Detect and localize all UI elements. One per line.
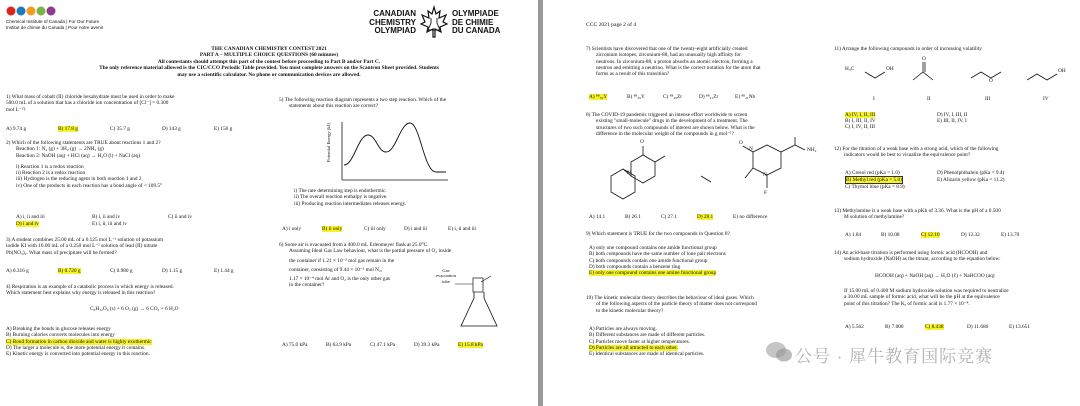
q6-line-2: Assuming Ideal Gas Law behaviour, what is the partial pressure of O₂ inside bbox=[289, 248, 452, 255]
q8-label-n2: N bbox=[749, 146, 753, 152]
q10-option-d[interactable]: D) Particles are all attracted to each other. bbox=[589, 344, 678, 351]
q5-statement-iii: iii) Producing reaction intermediates releases energy. bbox=[294, 200, 407, 207]
q4-option-a[interactable]: A) Breaking the bonds in glucose releases energy bbox=[6, 326, 111, 332]
q6-line-3: the container if 1.21 × 10⁻² mol gas remain in the bbox=[289, 257, 395, 264]
q5-option-e[interactable]: E) i, ii and iii bbox=[448, 226, 477, 232]
q14-line-4: a 30.00 mL sample of formic acid, what will be the pH at the equivalence bbox=[844, 294, 1000, 301]
q6-option-e[interactable]: E) 15.8 kPa bbox=[458, 342, 483, 348]
q3-line-3: Pb(NO₃)₂. What mass of precipitate will be formed? bbox=[6, 249, 117, 256]
q1-option-d[interactable]: D) 143 g bbox=[162, 126, 181, 132]
q13-option-d[interactable]: D) 12.32 bbox=[961, 232, 980, 238]
question-6 bbox=[279, 242, 451, 289]
q13-option-b[interactable]: B) 10.08 bbox=[881, 232, 900, 238]
q2-reaction-2: Reaction 2: NaOH (aq) + HCl (aq) → H₂O (l) + NaCl (aq) bbox=[16, 152, 141, 159]
q14-line-3: If 15.00 mL of 0.400 M sodium hydroxide solution was required to neutralize bbox=[844, 288, 1009, 294]
cic-logo-icon bbox=[6, 5, 66, 17]
q12-line-2: indicators would be best to visualize the equivalence point? bbox=[844, 152, 971, 159]
q3-line-2: iodide KI with 10.00 mL of a 0.250 mol L⁻¹ solution of lead (II) nitrate bbox=[6, 243, 158, 250]
instruction-3: may use a scientific calculator. No phone or communication devices are allowed. bbox=[177, 71, 361, 78]
maple-leaf-icon bbox=[420, 6, 448, 38]
q6-line-4: container, consisting of 9.44 × 10⁻³ mol N₂, bbox=[289, 266, 383, 273]
q5-option-b[interactable]: B) ii only bbox=[322, 226, 343, 232]
q13-line-2: M solution of methylamine? bbox=[844, 214, 905, 221]
question-7 bbox=[586, 46, 761, 77]
flask-label-2: evacuation bbox=[436, 273, 456, 279]
q11-option-b[interactable]: B) I, III, II, IV bbox=[845, 118, 876, 124]
q2-statement-iv: iv) One of the products in each reaction has a bond angle of < 109.5° bbox=[16, 182, 163, 189]
q2-statement-iii: iii) Hydrogen is the reducing agent in both reaction 1 and 2 bbox=[16, 176, 142, 183]
q2-option-a[interactable]: A) i, ii and iii bbox=[16, 214, 45, 220]
q4-option-d[interactable]: D) The larger a molecule is, the more potential energy it contains. bbox=[6, 344, 146, 351]
q1-option-a[interactable]: A) 9.74 g bbox=[6, 126, 27, 132]
q5-line-2: statements about this reaction are correct? bbox=[289, 103, 378, 110]
q6-option-c[interactable]: C) 47.1 kPa bbox=[370, 342, 396, 348]
q8-line-3: structures of two such compounds of interest are shown below. What is the bbox=[596, 124, 755, 131]
q2-option-c[interactable]: C) ii and iv bbox=[168, 214, 192, 220]
q4-line-2: Which statement best explains why energy is released in this reaction? bbox=[6, 290, 156, 297]
q14-line-2: sodium hydroxide (NaOH) as the titrant, according to the equation below: bbox=[844, 256, 1001, 263]
question-14 bbox=[834, 250, 1001, 263]
q8-option-c[interactable]: C) 27.1 bbox=[661, 214, 677, 220]
q5-energy-diagram bbox=[340, 120, 450, 182]
contest-title-block bbox=[0, 46, 538, 78]
q7-option-c[interactable]: C) ⁸⁸₄₀Zr bbox=[663, 94, 683, 100]
q4-option-c[interactable]: C) Bond formation in carbon dioxide and water is highly exothermic bbox=[6, 338, 152, 345]
q8-label-o2: O bbox=[739, 140, 743, 146]
olympiad-fr bbox=[452, 10, 500, 36]
q7-option-a[interactable]: A) ⁸⁸₃₉Y bbox=[589, 94, 608, 100]
q12-option-e[interactable]: E) Alizarin yellow (pKa = 11.2) bbox=[937, 177, 1005, 183]
q12-line-1: 12) For the titration of a weak base with a strong acid, which of the following bbox=[834, 146, 999, 152]
q5-option-c[interactable]: C) iii only bbox=[364, 226, 386, 232]
q10-option-c[interactable]: C) Particles move faster at higher temperatures. bbox=[589, 338, 691, 345]
q1-line-1: 1) What mass of cobalt (II) chloride hexahydrate must be used in order to make bbox=[6, 94, 175, 100]
q9-options bbox=[589, 245, 726, 276]
q11-molecules-svg bbox=[843, 58, 1073, 108]
q3-option-d[interactable]: D) 1.15 g bbox=[162, 268, 183, 274]
q7-line-2: zirconium isotopes, zirconium-88, had an unusually high affinity for bbox=[596, 52, 741, 59]
q8-label-nh2: NH₂ bbox=[807, 147, 817, 153]
q10-line-3: to the kinetic molecular theory? bbox=[596, 307, 664, 314]
q6-line-6: in the container? bbox=[289, 282, 325, 289]
q13-option-c[interactable]: C) 12.16 bbox=[921, 232, 940, 238]
q14-option-b[interactable]: B) 7.000 bbox=[885, 324, 904, 330]
q1-option-b[interactable]: B) 17.8 g bbox=[58, 126, 78, 132]
q8-label-f: F bbox=[764, 190, 767, 196]
q4-line-1: 4) Respiration is an example of a catabolic process in which energy is released. bbox=[6, 284, 174, 290]
page-2-header: CCC 2021 page 2 of 4 bbox=[586, 22, 637, 28]
q11-numeral-iv: IV bbox=[1043, 96, 1049, 102]
q5-option-a[interactable]: A) i only bbox=[282, 226, 302, 232]
q1-line-2: 500.0 mL of a solution that has a chloride ion concentration of [Cl⁻] = 0.300 bbox=[6, 100, 169, 107]
q10-option-a[interactable]: A) Particles are always moving. bbox=[589, 326, 657, 332]
cic-line-en: Chemical Institute of Canada | For Our Future bbox=[6, 19, 100, 24]
q13-option-a[interactable]: A) 1.84 bbox=[845, 232, 862, 238]
q8-label-n1: N bbox=[627, 170, 631, 176]
q12-option-a[interactable]: A) Cresol red (pKa = 1.0) bbox=[845, 170, 900, 176]
q7-line-3: neutrons. In zirconium-88, a proton absorbs an atomic electron, forming a bbox=[596, 58, 753, 65]
q8-line-1: 8) The COVID-19 pandemic triggered an intense effort worldwide to screen bbox=[586, 112, 748, 118]
q2-option-d[interactable]: D) i and iv bbox=[16, 221, 39, 227]
maple-flask-logo bbox=[420, 6, 448, 38]
q4-option-b[interactable]: B) Burning calories converts molecules into energy bbox=[6, 332, 116, 339]
q1-option-e[interactable]: E) 150 g bbox=[214, 126, 233, 132]
q10-option-e[interactable]: E) Identical substances are made of identical particles. bbox=[589, 351, 705, 358]
q14-option-c[interactable]: C) 8.438 bbox=[925, 324, 944, 330]
olympiad-fr-2: DE CHIMIE bbox=[452, 17, 494, 27]
page-1 bbox=[0, 0, 538, 406]
olympiad-en-2: CHEMISTRY bbox=[369, 17, 416, 27]
q2-line-1: 2) Which of the following statements are TRUE about reactions 1 and 2? bbox=[6, 140, 161, 146]
q8-structures bbox=[603, 140, 833, 212]
cic-line-fr: Institut de chimie du Canada | Pour notre avenir bbox=[6, 25, 104, 30]
q11-numeral-iii: III bbox=[985, 96, 991, 102]
q6-option-d[interactable]: D) 39.3 kPa bbox=[414, 342, 440, 348]
q9-option-c[interactable]: C) both compounds contain one amide functional group bbox=[589, 257, 708, 264]
q12-option-b[interactable]: B) Methyl red (pKa = 5.0) bbox=[846, 177, 902, 183]
q5-statements bbox=[294, 188, 406, 207]
q9-option-e[interactable]: E) only one compound contains one amine functional group bbox=[589, 270, 717, 277]
q8-option-b[interactable]: B) 26.1 bbox=[625, 214, 641, 220]
q2-option-e[interactable]: E) i, ii, iii and iv bbox=[92, 221, 127, 227]
q3-option-c[interactable]: C) 0.980 g bbox=[110, 268, 133, 274]
q8-line-4: difference in the molecular weight of the compounds in g mol⁻¹? bbox=[596, 130, 734, 137]
q11-option-d[interactable]: D) IV, I, III, II bbox=[937, 112, 968, 118]
q13-line-1: 13) Methylamine is a weak base with a pKb of 3.36. What is the pH of a 0.500 bbox=[834, 208, 1001, 214]
q9-option-d[interactable]: D) both compounds contain a benzene ring bbox=[589, 263, 681, 270]
q8-option-e[interactable]: E) no difference bbox=[733, 214, 768, 220]
q11-option-e[interactable]: E) III, II, IV, I bbox=[937, 118, 967, 124]
q12-option-c[interactable]: C) Thymol blue (pKa = 8.9) bbox=[845, 184, 905, 190]
q4-option-e[interactable]: E) Kinetic energy is converted into potential energy in this reaction. bbox=[6, 351, 150, 358]
q4-equation: C₆H₁₂O₆ (s) + 6 O₂ (g) → 6 CO₂ + 6 H₂O bbox=[90, 306, 179, 312]
q2-option-b[interactable]: B) i, ii and iv bbox=[92, 214, 121, 220]
q14-line-1: 14) An acid-base titration is performed using formic acid (HCOOH) and bbox=[834, 250, 988, 256]
question-11: 11) Arrange the following compounds in order of increasing volatility bbox=[834, 46, 982, 52]
q5-option-d[interactable]: D) i and iii bbox=[404, 226, 428, 232]
q7-option-b[interactable]: B) ⁸⁸₃₉Y bbox=[627, 94, 645, 100]
q5-statement-i: i) The rate determining step is endothermic. bbox=[294, 188, 387, 194]
q5-statement-ii: ii) The overall reaction enthalpy is negative. bbox=[294, 194, 388, 201]
q2-statement-ii: ii) Reaction 2 is a redox reaction bbox=[16, 170, 86, 177]
q11-label-h3c: H₃C bbox=[845, 66, 855, 72]
q11-molecules bbox=[843, 58, 1073, 108]
q8-label-o1: O bbox=[640, 139, 644, 145]
q6-flask-label bbox=[436, 268, 456, 284]
page-2 bbox=[543, 0, 1080, 406]
wechat-icon bbox=[765, 338, 793, 366]
q11-numeral-ii: II bbox=[927, 96, 931, 102]
q8-label-n3: N bbox=[763, 172, 767, 178]
q3-option-b[interactable]: B) 0.720 g bbox=[58, 268, 81, 274]
q14-option-a[interactable]: A) 5.562 bbox=[845, 324, 864, 330]
q4-options bbox=[6, 326, 152, 357]
q5-ylabel: Potential Energy (kJ) bbox=[326, 123, 331, 162]
watermark-text: 公号 · 犀牛教育国际竞赛 bbox=[795, 347, 994, 366]
q9-option-a[interactable]: A) only one compound contains one amide functional group bbox=[589, 245, 717, 251]
q11-label-oh1: OH bbox=[886, 66, 894, 72]
olympiad-fr-1: OLYMPIADE bbox=[452, 9, 499, 18]
q12-option-d[interactable]: D) Phenolphthalein (pKa = 9.4) bbox=[937, 170, 1005, 176]
question-4 bbox=[6, 284, 174, 297]
olympiad-en-3: OLYMPIAD bbox=[374, 26, 416, 35]
q11-numeral-i: I bbox=[873, 96, 875, 102]
q8-option-a[interactable]: A) 14.1 bbox=[589, 214, 606, 220]
q6-flask bbox=[455, 272, 503, 330]
instruction-1: All contestants should attempt this part of the contest before proceeding to Part B and/or Part C. bbox=[157, 58, 381, 65]
q10-line-1: 10) The kinetic molecular theory describes the behaviour of ideal gases. Which bbox=[586, 295, 754, 301]
q10-option-b[interactable]: B) Different substances are made of different particles. bbox=[589, 332, 706, 339]
question-8 bbox=[586, 112, 755, 137]
q6-option-a[interactable]: A) 75.0 kPa bbox=[282, 342, 308, 348]
instruction-2: The only reference material allowed is the CIC/CCO Periodic Table provided. You must complete answers on the Scantron Sheet provided. Students bbox=[99, 65, 439, 72]
q3-option-a[interactable]: A) 0.316 g bbox=[6, 268, 29, 274]
q10-options bbox=[589, 326, 705, 357]
q11-option-c[interactable]: C) I, IV, II, III bbox=[845, 124, 876, 130]
question-10 bbox=[586, 295, 757, 314]
q13-option-e[interactable]: E) 13.70 bbox=[1001, 232, 1020, 238]
olympiad-fr-3: DU CANADA bbox=[452, 26, 501, 35]
question-2 bbox=[6, 140, 162, 189]
q14-option-d[interactable]: D) 11.686 bbox=[967, 324, 989, 330]
q11-label-o1: O bbox=[922, 56, 926, 62]
question-9: 9) Which statement is TRUE for the two compounds in Question 8? bbox=[586, 231, 730, 237]
question-13 bbox=[834, 208, 1001, 221]
q11-label-oh2: OH bbox=[1058, 68, 1066, 74]
q6-line-1: 6) Some air is evacuated from a 400.0 mL Erlenmeyer flask at 25.0°C. bbox=[279, 242, 429, 248]
q8-line-2: existing "small-molecule" drugs in the development of a treatment. The bbox=[596, 118, 748, 125]
question-5 bbox=[279, 97, 446, 110]
q1-line-3: mol L⁻¹? bbox=[6, 106, 26, 113]
part-title: PART A – MULTIPLE CHOICE QUESTIONS (60 minutes) bbox=[199, 52, 339, 59]
energy-diagram-svg bbox=[340, 120, 450, 182]
q3-line-1: 3) A student combines 25.00 mL of a 0.125 mol L⁻¹ solution of potassium bbox=[6, 237, 164, 243]
q11-option-a[interactable]: A) IV, I, II, III bbox=[845, 112, 876, 118]
q7-line-5: forms as a result of this transition? bbox=[596, 71, 670, 78]
q7-option-e[interactable]: E) ⁸⁸₄₁Nb bbox=[735, 94, 756, 100]
q3-option-e[interactable]: E) 1.44 g bbox=[214, 268, 234, 274]
olympiad-en-1: CANADIAN bbox=[373, 9, 416, 18]
q9-option-b[interactable]: B) both compounds have the same number of lone pair electrons bbox=[589, 251, 726, 258]
question-12 bbox=[834, 146, 998, 159]
q8-structures-svg bbox=[603, 140, 833, 212]
q6-option-b[interactable]: B) 63.9 kPa bbox=[326, 342, 352, 348]
flask-label-1: Gas bbox=[442, 268, 450, 273]
q5-line-1: 5) The following reaction diagram represents a two step reaction. Which of the bbox=[279, 97, 447, 103]
q14-equation: HCOOH (aq) + NaOH (aq) → H₂O (ℓ) + NaHCOO (aq) bbox=[875, 273, 995, 279]
question-3 bbox=[6, 237, 163, 256]
q10-line-2: of the following aspects of the particle theory of matter does not correspond bbox=[596, 301, 757, 308]
q2-reaction-1: Reaction 1: N₂ (g) + 3H₂ (g) → 2NH₃ (g) bbox=[16, 146, 104, 153]
q7-line-1: 7) Scientists have discovered that one of the twenty-eight artificially created bbox=[586, 46, 748, 52]
q2-statement-i: i) Reaction 1 is a redox reaction bbox=[16, 163, 84, 170]
q6-line-5: 1.17 × 10⁻⁴ mol Ar and O₂ is the only other gas bbox=[289, 276, 390, 283]
contest-title: THE CANADIAN CHEMISTRY CONTEST 2021 bbox=[211, 46, 327, 52]
olympiad-en bbox=[350, 10, 416, 36]
q14-body bbox=[844, 288, 1009, 307]
watermark-logo bbox=[765, 338, 793, 366]
q7-line-4: neutron and emitting a neutrino. What is the correct notation for the atom that bbox=[596, 64, 761, 71]
q11-label-o2: O bbox=[989, 78, 993, 84]
question-1 bbox=[6, 94, 174, 113]
cic-text bbox=[6, 19, 103, 31]
q1-option-c[interactable]: C) 35.7 g bbox=[110, 126, 130, 132]
q14-option-e[interactable]: E) 13.651 bbox=[1009, 324, 1030, 330]
q14-line-5: point of this titration? The Kₐ of formic acid is 1.77 × 10⁻⁴. bbox=[844, 300, 970, 307]
q7-option-d[interactable]: D) ⁸⁸₄₁Zr bbox=[699, 94, 719, 100]
erlenmeyer-flask-icon bbox=[455, 272, 503, 330]
flask-label-3: tube bbox=[441, 278, 450, 284]
q8-option-d[interactable]: D) 28.1 bbox=[697, 214, 714, 220]
